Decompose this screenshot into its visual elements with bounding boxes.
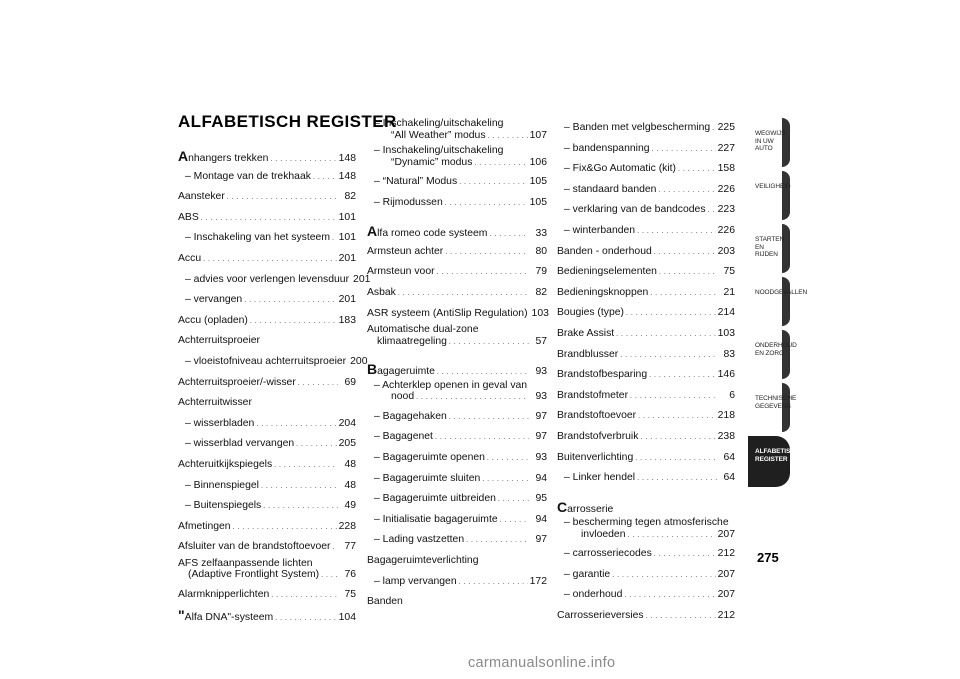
chapter-tab-label: WEGWIJS IN UW AUTO [755,130,786,152]
chapter-tab-label: NOODGEVALLEN [755,289,808,296]
entry-label: Bedieningsknoppen [557,286,649,298]
chapter-tab-label: ONDERHOUD EN ZORG [755,342,797,357]
entry-label: Afmetingen [178,520,231,532]
dot-leader [708,200,716,222]
dot-leader [459,172,528,194]
entry-label: Armsteun achter [367,245,444,257]
entry-page-number: 207 [717,528,735,540]
entry-label: – advies voor verlengen levensduur [185,273,350,285]
entry-label: – carrosseriecodes [564,548,652,560]
dot-leader [203,249,337,271]
index-entry [367,242,547,263]
entry-page-number: 75 [723,266,735,278]
entry-label: Alarmknipperlichten [178,588,270,600]
dot-leader [332,228,337,250]
dot-leader [250,311,337,333]
entry-label: Achterruitsproeier [178,335,261,347]
dot-leader [482,469,529,491]
entry-page-number: 57 [535,335,547,347]
index-entry [367,283,547,304]
entry-page-number: 103 [531,307,549,319]
dot-leader [649,365,716,387]
index-entry [178,434,356,455]
dot-leader [487,448,529,470]
dot-leader [650,283,717,305]
entry-page-number: 226 [717,183,735,195]
dot-leader [416,391,529,404]
entry-page-number: 75 [344,588,356,600]
dot-leader [498,489,529,511]
watermark: carmanualsonline.info [468,655,616,671]
page-number: 275 [757,550,779,565]
dot-leader [466,530,529,552]
entry-initial: B [367,361,378,378]
entry-page-number: 158 [717,163,735,175]
entry-initial: " [178,607,185,624]
entry-label: Achterruitwisser [178,397,252,409]
dot-leader [261,476,338,498]
index-entry [557,427,735,448]
entry-page-number: 97 [535,431,547,443]
entry-label: Bedieningselementen [557,266,657,278]
index-entry [557,406,735,427]
entry-label: Brandstofbesparing [557,369,648,381]
entry-page-number: 148 [338,153,356,164]
index-entry [557,303,735,324]
entry-page-number: 172 [529,575,547,587]
entry-page-number: 205 [338,438,356,450]
index-entry [367,262,547,283]
entry-page-number: 103 [717,327,735,339]
dot-leader [659,262,717,284]
index-entry [367,193,547,214]
dot-leader [658,180,715,202]
dot-leader [652,139,716,161]
index-entry [178,331,356,352]
entry-page-number: 212 [717,548,735,560]
entry-page-number: 212 [717,610,735,622]
entry-label-line1: – bescherming tegen atmosferische [564,517,729,529]
index-entry [367,530,547,551]
entry-label: Afsluiter van de brandstoftoevoer [178,541,331,553]
tab-edge [782,171,790,220]
entry-page-number: 107 [529,129,547,141]
entry-label: Brandblusser [557,348,619,360]
entry-page-number: 200 [350,355,368,367]
page-title: ALFABETISCH REGISTER [178,112,397,131]
entry-page-number: 79 [535,266,547,278]
index-entry [367,118,547,145]
dot-leader [646,606,716,628]
index-entry [557,386,735,407]
index-entry [178,208,356,229]
index-entry [178,167,356,188]
entry-label: Aansteker [178,191,225,203]
entry-label: – lamp vervangen [374,575,457,587]
entry-label: arrosserie [567,503,614,515]
entry-page-number: 82 [535,286,547,298]
index-entry [367,489,547,510]
entry-page-number: 93 [535,451,547,463]
chapter-tab[interactable] [748,224,790,275]
entry-page-number: 101 [338,211,356,223]
dot-leader [333,537,339,559]
dot-leader [321,569,338,582]
dot-leader [201,208,337,230]
dot-leader [638,406,716,428]
entry-page-number: 225 [717,122,735,133]
dot-leader [449,336,529,349]
dot-leader [298,373,338,395]
chapter-tab-label: VEILIGHEID [755,183,791,190]
entry-page-number: 80 [535,245,547,257]
index-column-2 [367,118,547,613]
dot-leader [256,414,336,436]
dot-leader [654,544,716,566]
dot-leader [437,262,529,284]
dot-leader [233,517,337,539]
dot-leader [500,510,529,532]
dot-leader [678,159,716,181]
entry-label: ABS [178,211,199,223]
chapter-tab-label: ALFABETISCH REGISTER [755,448,800,463]
index-entry [557,517,735,544]
index-entry [178,496,356,517]
dot-leader [435,427,529,449]
index-entry [367,448,547,469]
index-entry [367,469,547,490]
entry-page-number: 48 [344,479,356,491]
entry-page-number: 49 [344,500,356,512]
index-entry [367,592,547,613]
entry-label-text: nhangers trekken [188,153,269,164]
index-entry [557,345,735,366]
entry-page-number: 33 [535,228,547,240]
dot-leader [296,434,336,456]
entry-page-number: 228 [338,520,356,532]
entry-page-number: 6 [729,389,735,401]
entry-page-number: 201 [338,252,356,264]
entry-page-number: 238 [717,430,735,442]
index-entry [557,262,735,283]
chapter-tab[interactable] [748,383,797,434]
dot-leader [275,608,336,630]
index-entry [557,118,735,139]
entry-page-number: 146 [717,369,735,381]
index-entry [557,139,735,160]
index-entry [557,468,735,489]
entry-page-number: 97 [535,410,547,422]
index-entry [557,565,735,586]
entry-label: Achteruitkijkspiegels [178,458,273,470]
index-entry [557,221,735,242]
index-entry [367,221,547,242]
entry-page-number: 148 [338,170,356,182]
entry-page-number: 93 [535,366,547,378]
index-entry [557,200,735,221]
entry-page-number: 218 [717,410,735,422]
tab-edge [782,277,790,326]
dot-leader [640,427,715,449]
chapter-tab[interactable] [748,330,797,381]
dot-leader [616,324,715,346]
entry-label: Accu [178,252,202,264]
entry-label: Brandstofmeter [557,389,629,401]
entry-initial: A [178,148,189,164]
dot-leader [654,242,716,264]
index-entry [178,352,368,373]
index-entry [557,365,735,386]
entry-page-number: 226 [717,224,735,236]
entry-label: – Linker hendel [564,472,636,484]
index-entry [178,585,356,606]
entry-page-number: 101 [338,232,356,244]
dot-leader [637,221,716,243]
entry-page-number: 204 [338,417,356,429]
entry-page-number: 94 [535,513,547,525]
entry-label: invloeden [581,528,626,540]
entry-page-number: 183 [338,314,356,326]
dot-leader [635,448,717,470]
entry-page-number: 214 [717,307,735,319]
entry-label: – vloeistofniveau achterruitsproeier [185,355,347,367]
entry-label: Carrosserieversies [557,610,644,622]
index-column-3 [557,118,735,627]
entry-page-number: 64 [723,472,735,484]
entry-label [178,605,273,629]
entry-label: Bagageruimteverlichting [367,554,479,566]
index-entry [557,283,735,304]
index-entry [178,311,356,332]
dot-leader [274,455,338,477]
index-entry [557,324,735,345]
index-entry [178,146,356,167]
index-entry [367,427,547,448]
entry-label: – Rijmodussen [374,196,443,208]
index-entry [178,249,356,270]
entry-page-number: 69 [344,376,356,388]
index-entry [367,304,547,325]
entry-label: Accu (opladen) [178,314,248,326]
entry-label: – garantie [564,568,611,580]
entry-label-text: Alfa DNA"-systeem [184,612,274,624]
dot-leader [459,572,528,594]
chapter-tab[interactable] [748,277,808,328]
index-entry [178,393,356,414]
index-entry [178,187,356,208]
entry-page-number: 93 [535,391,547,403]
entry-page-number: 21 [723,286,735,298]
dot-leader [445,193,528,215]
entry-label: Brandstofverbruik [557,430,639,442]
entry-label: – standaard banden [564,183,657,195]
index-entry [178,373,356,394]
entry-label: (Adaptive Frontlight System) [188,569,320,581]
entry-label: – Montage van de trekhaak [185,170,311,182]
index-entry [367,324,547,351]
entry-label: – vervangen [185,294,243,306]
entry-label-text: lfa romeo code systeem [377,228,488,240]
entry-label: Banden [367,596,403,608]
entry-page-number: 82 [344,191,356,203]
dot-leader [630,386,717,408]
dot-leader [227,187,338,209]
dot-leader [271,585,338,607]
entry-label: – Buitenspiegels [185,500,262,512]
entry-label: Bougies (type) [557,307,624,319]
index-column-1 [178,138,371,626]
entry-label: – Lading vastzetten [374,534,465,546]
entry-initial: C [557,498,568,515]
entry-label: – Bagagenet [374,431,433,443]
entry-label: “Dynamic” modus [391,156,473,168]
entry-label-line1: – Inschakeling/uitschakeling [374,145,504,156]
entry-label: – onderhoud [564,589,623,601]
index-entry [178,270,371,291]
index-entry [557,242,735,263]
entry-label: Armsteun voor [367,266,435,278]
entry-label-line1: – Achterklep openen in geval van [374,379,528,391]
entry-page-number: 77 [344,541,356,553]
entry-label: – Bagagehaken [374,410,447,422]
entry-page-number: 207 [717,589,735,601]
chapter-tab[interactable] [748,118,790,169]
entry-page-number: 106 [529,156,547,168]
dot-leader [637,468,717,490]
chapter-tab[interactable] [748,436,800,487]
entry-label: Buitenverlichting [557,451,634,463]
index-entry [367,359,547,380]
dot-leader [398,283,529,305]
entry-label: ASR systeem (AntiSlip Regulation) [367,307,528,319]
dot-leader [612,565,715,587]
entry-page-number: 105 [529,196,547,208]
index-entry [178,228,356,249]
entry-label: – wisserbladen [185,417,255,429]
dot-leader [488,130,528,143]
dot-leader [263,496,338,518]
entry-page-number: 201 [353,273,371,285]
entry-page-number: 105 [529,176,547,187]
entry-label: – Bagageruimte uitbreiden [374,493,496,505]
entry-label: – Banden met velgbescherming [564,122,711,133]
dot-leader [313,167,337,189]
entry-label: – Initialisatie bagageruimte [374,513,498,525]
index-entry [178,517,356,538]
entry-label-line1: AFS zelfaanpassende lichten [178,557,313,569]
index-entry [178,455,356,476]
entry-page-number: 48 [344,458,356,470]
entry-label-line1: – Inschakeling/uitschakeling [374,118,504,129]
dot-leader [628,529,716,542]
entry-page-number: 97 [535,534,547,546]
entry-page-number: 201 [338,294,356,306]
index-entry [178,558,356,585]
entry-label: – Fix&Go Automatic (kit) [564,163,677,175]
chapter-tab-label: STARTEN EN RIJDEN [755,236,785,258]
index-entry [367,572,547,593]
entry-page-number: 76 [344,569,356,581]
entry-label: Banden - onderhoud [557,245,652,257]
index-entry [178,537,356,558]
entry-label: – wisserblad vervangen [185,438,295,450]
chapter-tab[interactable] [748,171,790,222]
entry-page-number: 203 [717,245,735,257]
index-entry [367,551,547,572]
entry-label: Brandstoftoevoer [557,410,637,422]
entry-label-text: agageruimte [377,366,435,378]
index-entry [178,476,356,497]
entry-label-line1: Automatische dual-zone [367,324,479,336]
entry-page-number: 223 [717,204,735,216]
entry-label: Achterruitsproeier/-wisser [178,376,296,388]
index-entry [557,448,735,469]
dot-leader [445,242,529,264]
index-entry [557,544,735,565]
index-entry [367,510,547,531]
entry-page-number: 104 [338,612,356,624]
index-entry [178,290,356,311]
dot-leader [474,157,527,170]
entry-label: – bandenspanning [564,142,650,154]
entry-label: “All Weather” modus [391,129,486,141]
dot-leader [626,303,716,325]
index-entry [178,605,356,626]
entry-page-number: 227 [717,142,735,154]
index-entry [367,380,547,407]
entry-page-number: 64 [723,451,735,463]
entry-label: klimaatregeling [377,335,447,347]
entry-label: – Binnenspiegel [185,479,259,491]
index-entry [557,606,735,627]
entry-label: – Bagageruimte sluiten [374,472,481,484]
chapter-tabs [748,118,808,489]
entry-label: – Bagageruimte openen [374,451,485,463]
entry-initial: A [367,223,378,240]
index-entry [557,180,735,201]
index-entry [367,407,547,428]
index-entry [557,497,735,518]
entry-page-number: 95 [535,493,547,505]
chapter-tab-label: TECHNISCHE GEGEVENS [755,395,797,410]
entry-page-number: 83 [723,348,735,360]
index-entry [557,159,735,180]
index-entry [557,585,735,606]
index-entry [367,145,547,172]
index-entry [367,172,547,193]
entry-label: – verklaring van de bandcodes [564,204,706,216]
entry-label: – “Natural” Modus [374,176,458,187]
entry-label: – Inschakeling van het systeem [185,232,330,244]
dot-leader [712,118,716,140]
entry-label: – winterbanden [564,224,636,236]
dot-leader [624,585,715,607]
dot-leader [449,407,529,429]
entry-page-number: 207 [717,568,735,580]
entry-label: Asbak [367,286,396,298]
dot-leader [244,290,336,312]
dot-leader [620,345,717,367]
entry-page-number: 94 [535,472,547,484]
entry-label: nood [391,391,415,403]
index-entry [178,414,356,435]
entry-label: Brake Assist [557,327,615,339]
